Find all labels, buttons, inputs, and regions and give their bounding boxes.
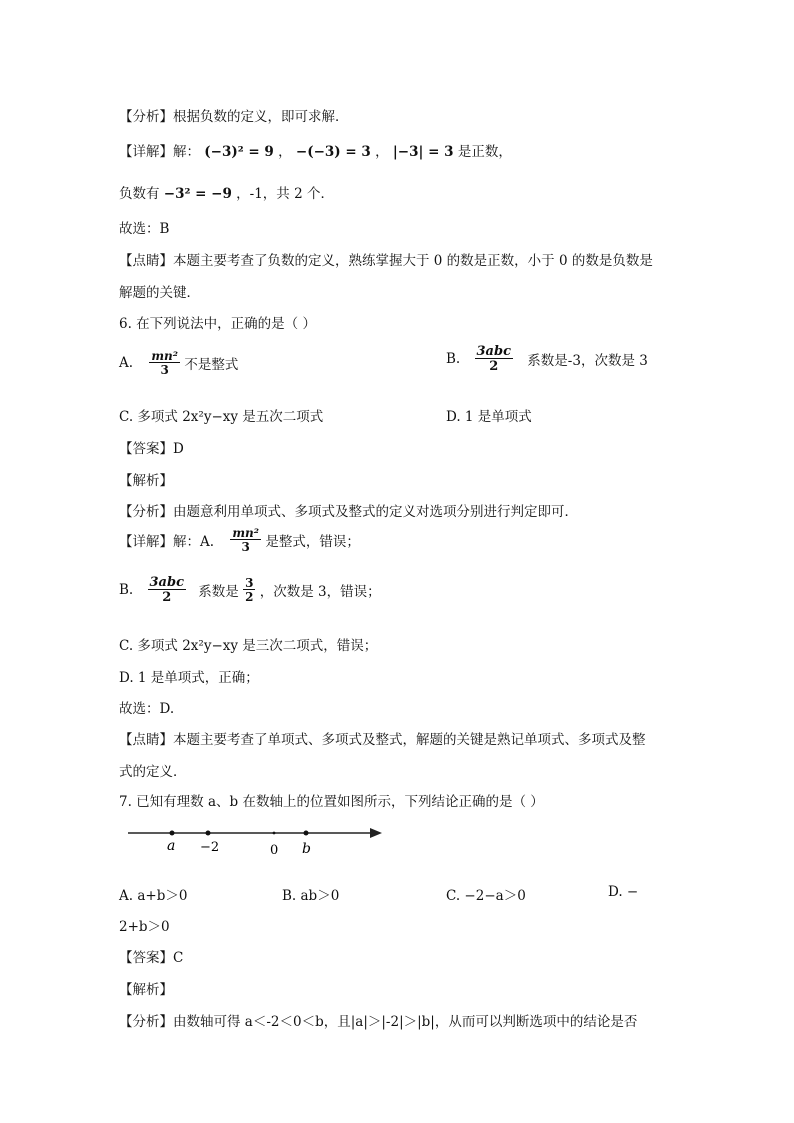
fraction-denominator: 2	[162, 590, 172, 605]
fraction	[243, 577, 255, 603]
fraction-denominator: 3	[241, 540, 250, 554]
choice-line: 故选：B	[119, 221, 170, 237]
analysis-line: 【分析】由题意利用单项式、多项式及整式的定义对选项分别进行判定即可．	[119, 504, 578, 520]
option-text: 不是整式	[184, 357, 239, 373]
point-minus-2	[206, 831, 211, 836]
detail-text: 是整式，错误；	[265, 534, 360, 550]
fraction-numerator: 3abc	[476, 344, 511, 359]
axis-arrow	[370, 828, 382, 838]
point-b	[304, 831, 309, 836]
negative-prefix: 负数有	[119, 186, 160, 202]
fraction-denominator: 3	[160, 363, 169, 377]
option-d-continued: 2+b＞0	[119, 919, 170, 935]
label-a: a	[167, 838, 176, 854]
detail-suffix: 是正数，	[457, 144, 512, 160]
option-label: B.	[119, 582, 134, 598]
detail-prefix: 【详解】解：	[119, 144, 200, 160]
answer-line: 【答案】C	[119, 950, 184, 966]
question-6-stem: 6. 在下列说法中，正确的是（ ）	[119, 316, 316, 332]
option-a: A. a+b＞0	[119, 888, 188, 904]
option-c: C. 多项式 2x²y−xy 是五次二项式	[119, 409, 324, 425]
fraction	[230, 527, 261, 553]
negative-line	[119, 182, 334, 202]
fraction-denominator: 2	[245, 590, 254, 604]
option-b: B. ab＞0	[282, 888, 340, 904]
option-a	[119, 350, 238, 376]
answer-line: 【答案】D	[119, 441, 184, 457]
detail-c-line: C. 多项式 2x²y−xy 是三次二项式，错误；	[119, 638, 378, 654]
math-expr-3: |−3| = 3	[392, 144, 454, 160]
comment-line: 【点睛】本题主要考查了单项式、多项式及整式，解题的关键是熟记单项式、多项式及整	[119, 732, 646, 748]
point-a	[170, 831, 175, 836]
option-b	[446, 345, 648, 373]
option-label: A.	[119, 355, 134, 371]
fraction	[475, 345, 513, 373]
label-minus-2: −2	[200, 840, 220, 855]
label-b: b	[302, 841, 311, 857]
fraction-numerator: 3	[245, 576, 254, 590]
fraction-numerator: 3abc	[149, 575, 184, 590]
option-d: D. 1 是单项式	[446, 409, 532, 425]
math-expr-4: −3² = −9	[163, 186, 232, 202]
label-zero: 0	[270, 843, 279, 858]
fraction	[149, 350, 180, 376]
point-zero	[273, 832, 276, 835]
fraction	[148, 576, 186, 604]
jiexi-line: 【解析】	[119, 473, 173, 489]
number-line	[120, 820, 390, 860]
detail-text: ，次数是 3，错误；	[259, 584, 381, 600]
math-expr-2: −(−3) = 3	[295, 144, 371, 160]
math-expr-1: (−3)² = 9	[204, 144, 274, 160]
fraction-numerator: mn²	[232, 526, 260, 540]
negative-suffix: ，-1，共 2 个．	[236, 186, 334, 202]
detail-b-line	[119, 576, 381, 604]
detail-d-line: D. 1 是单项式，正确；	[119, 670, 259, 686]
option-text: 系数是-3，次数是 3	[527, 353, 648, 369]
fraction-numerator: mn²	[151, 349, 179, 363]
option-d: D. −	[608, 884, 639, 900]
choice-line: 故选：D.	[119, 701, 175, 717]
comment-line: 解题的关键．	[119, 285, 200, 301]
option-label: B.	[446, 351, 461, 367]
separator: ，	[375, 144, 389, 160]
detail-prefix: 【详解】解：A.	[119, 534, 215, 550]
option-c: C. −2−a＞0	[446, 888, 526, 904]
analysis-line: 【分析】根据负数的定义，即可求解．	[119, 109, 349, 125]
detail-line	[119, 140, 512, 160]
separator: ，	[278, 144, 292, 160]
comment-line: 【点睛】本题主要考查了负数的定义，熟练掌握大于 0 的数是正数，小于 0 的数是负数是	[119, 253, 653, 269]
detail-text: 系数是	[198, 584, 239, 600]
question-7-stem: 7. 已知有理数 a、b 在数轴上的位置如图所示，下列结论正确的是（ ）	[119, 794, 544, 810]
analysis-line: 【分析】由数轴可得 a＜-2＜0＜b，且|a|＞|-2|＞|b|，从而可以判断选项中的结论是否	[119, 1014, 638, 1030]
fraction-denominator: 2	[489, 359, 499, 374]
detail-line	[119, 527, 360, 553]
comment-line: 式的定义．	[119, 764, 187, 780]
jiexi-line: 【解析】	[119, 982, 173, 998]
